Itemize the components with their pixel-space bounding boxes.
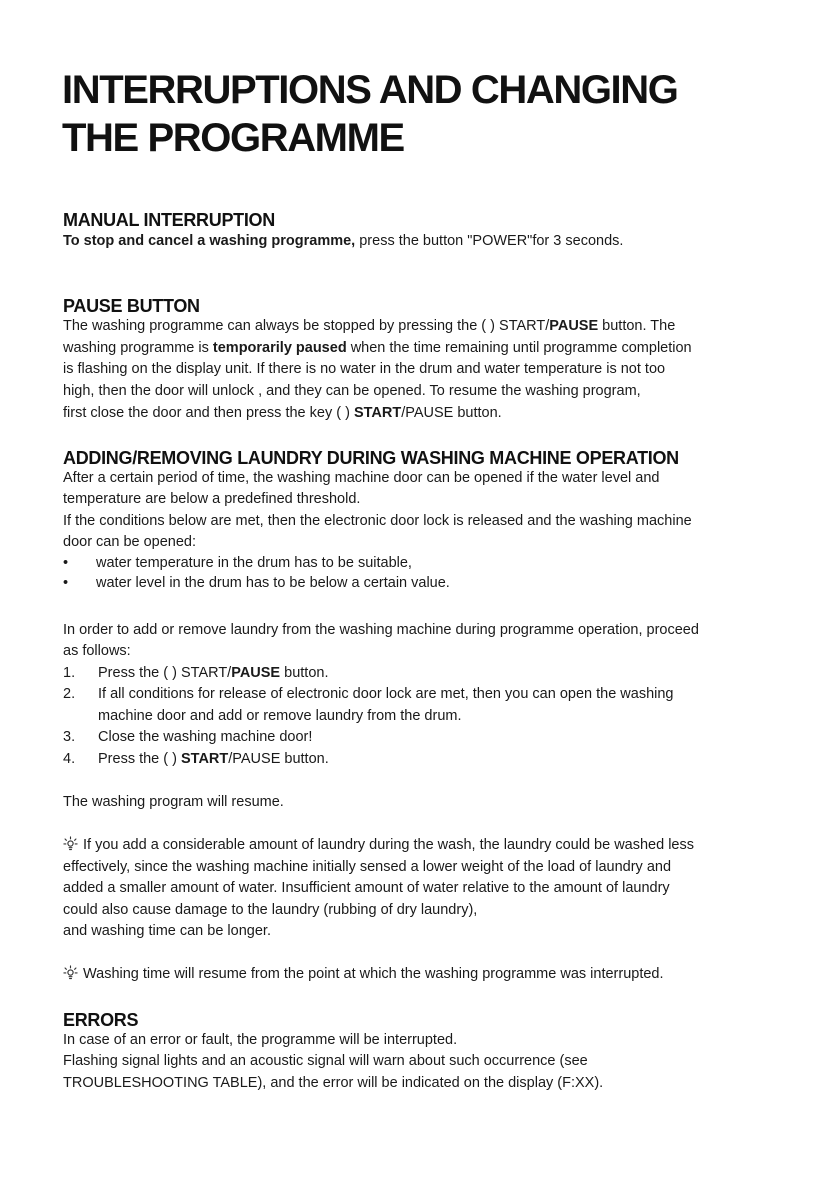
manual-interruption-body: press the button "POWER"for 3 seconds. xyxy=(355,233,624,249)
step-3 xyxy=(63,727,312,749)
pause-line-2a: washing programme is xyxy=(63,340,213,356)
adding-line-3: If the conditions below are met, then the electronic door lock is released and the washing machine xyxy=(63,513,692,529)
pause-line-2 xyxy=(63,338,692,360)
resume-text: The washing program will resume. xyxy=(63,794,284,810)
pause-line-2b: temporarily paused xyxy=(212,340,347,356)
step-1b: PAUSE xyxy=(231,665,281,681)
manual-interruption-heading: MANUAL INTERRUPTION xyxy=(63,210,275,230)
pause-line-5a: first close the door and then press the key ( ) xyxy=(63,405,354,421)
step-4b: START xyxy=(181,751,229,767)
lightbulb-icon xyxy=(63,836,78,851)
bullet-mark: • xyxy=(63,575,69,591)
step-3-text: Close the washing machine door! xyxy=(98,729,313,745)
errors-heading: ERRORS xyxy=(63,1010,139,1030)
bullet-mark: • xyxy=(63,555,69,571)
errors-line-2: Flashing signal lights and an acoustic signal will warn about such occurrence (see xyxy=(63,1053,588,1069)
step-2 xyxy=(63,684,674,727)
step-1 xyxy=(63,663,328,685)
lightbulb-icon xyxy=(63,965,78,980)
step-2-line-1: If all conditions for release of electronic door lock are met, then you can open the washing xyxy=(98,686,674,702)
errors-line-3: TROUBLESHOOTING TABLE), and the error will be indicated on the display (F:XX). xyxy=(63,1075,604,1091)
pause-line-3: is flashing on the display unit. If there is no water in the drum and water temperature is not too xyxy=(63,361,666,377)
pause-line-1 xyxy=(63,316,675,338)
step-4c: /PAUSE button. xyxy=(228,751,329,767)
list-item xyxy=(63,553,412,574)
adding-line-1: After a certain period of time, the washing machine door can be opened if the water level and xyxy=(63,470,660,486)
step-number: 2. xyxy=(63,686,76,702)
tip-1-line-5: and washing time can be longer. xyxy=(63,923,271,939)
bullet-text: water level in the drum has to be below a certain value. xyxy=(96,575,450,591)
step-number: 3. xyxy=(63,729,76,745)
title-line-2: THE PROGRAMME xyxy=(62,116,404,160)
tip-2-text: Washing time will resume from the point at which the washing programme was interrupted. xyxy=(83,966,664,982)
step-4 xyxy=(63,749,329,771)
step-number: 4. xyxy=(63,751,76,767)
title-line-1: INTERRUPTIONS AND CHANGING xyxy=(62,68,678,112)
procedure-intro-1: In order to add or remove laundry from the washing machine during programme operation, proceed xyxy=(63,622,699,638)
pause-line-5 xyxy=(63,403,502,425)
adding-removing-heading: ADDING/REMOVING LAUNDRY DURING WASHING MACHINE OPERATION xyxy=(63,448,679,468)
adding-line-2: temperature are below a predefined threshold. xyxy=(63,491,361,507)
tip-1-line-2: effectively, since the washing machine initially sensed a lower weight of the load of laundry and xyxy=(63,859,672,875)
adding-line-4: door can be opened: xyxy=(63,534,197,550)
pause-line-1b: PAUSE xyxy=(549,318,599,334)
procedure-intro-2: as follows: xyxy=(63,643,131,659)
tip-1-line-3: added a smaller amount of water. Insufficient amount of water relative to the amount of laundry xyxy=(63,880,670,896)
tip-1-line-1 xyxy=(63,835,694,857)
list-item xyxy=(63,573,450,594)
page-title xyxy=(62,66,677,162)
pause-button-heading: PAUSE BUTTON xyxy=(63,296,200,316)
step-4a: Press the ( ) xyxy=(98,751,181,767)
pause-line-4: high, then the door will unlock , and they can be opened. To resume the washing program, xyxy=(63,383,641,399)
tip-1-text-1: If you add a considerable amount of laundry during the wash, the laundry could be washed less xyxy=(83,837,694,853)
pause-line-5c: /PAUSE button. xyxy=(401,405,502,421)
manual-interruption-text xyxy=(63,231,623,253)
pause-line-2c: when the time remaining until programme completion xyxy=(346,340,692,356)
step-number: 1. xyxy=(63,665,76,681)
tip-1-line-4: could also cause damage to the laundry (rubbing of dry laundry), xyxy=(63,902,478,918)
tip-2 xyxy=(63,964,664,986)
pause-line-1c: button. The xyxy=(598,318,676,334)
manual-interruption-lead: To stop and cancel a washing programme, xyxy=(63,233,356,249)
errors-line-1: In case of an error or fault, the programme will be interrupted. xyxy=(63,1032,458,1048)
pause-line-1a: The washing programme can always be stopped by pressing the ( ) START/ xyxy=(63,318,550,334)
step-2-line-2: machine door and add or remove laundry from the drum. xyxy=(98,707,462,724)
step-1c: button. xyxy=(280,665,329,681)
bullet-text: water temperature in the drum has to be suitable, xyxy=(96,555,412,571)
pause-line-5b: START xyxy=(353,405,402,421)
step-1a: Press the ( ) START/ xyxy=(98,665,232,681)
